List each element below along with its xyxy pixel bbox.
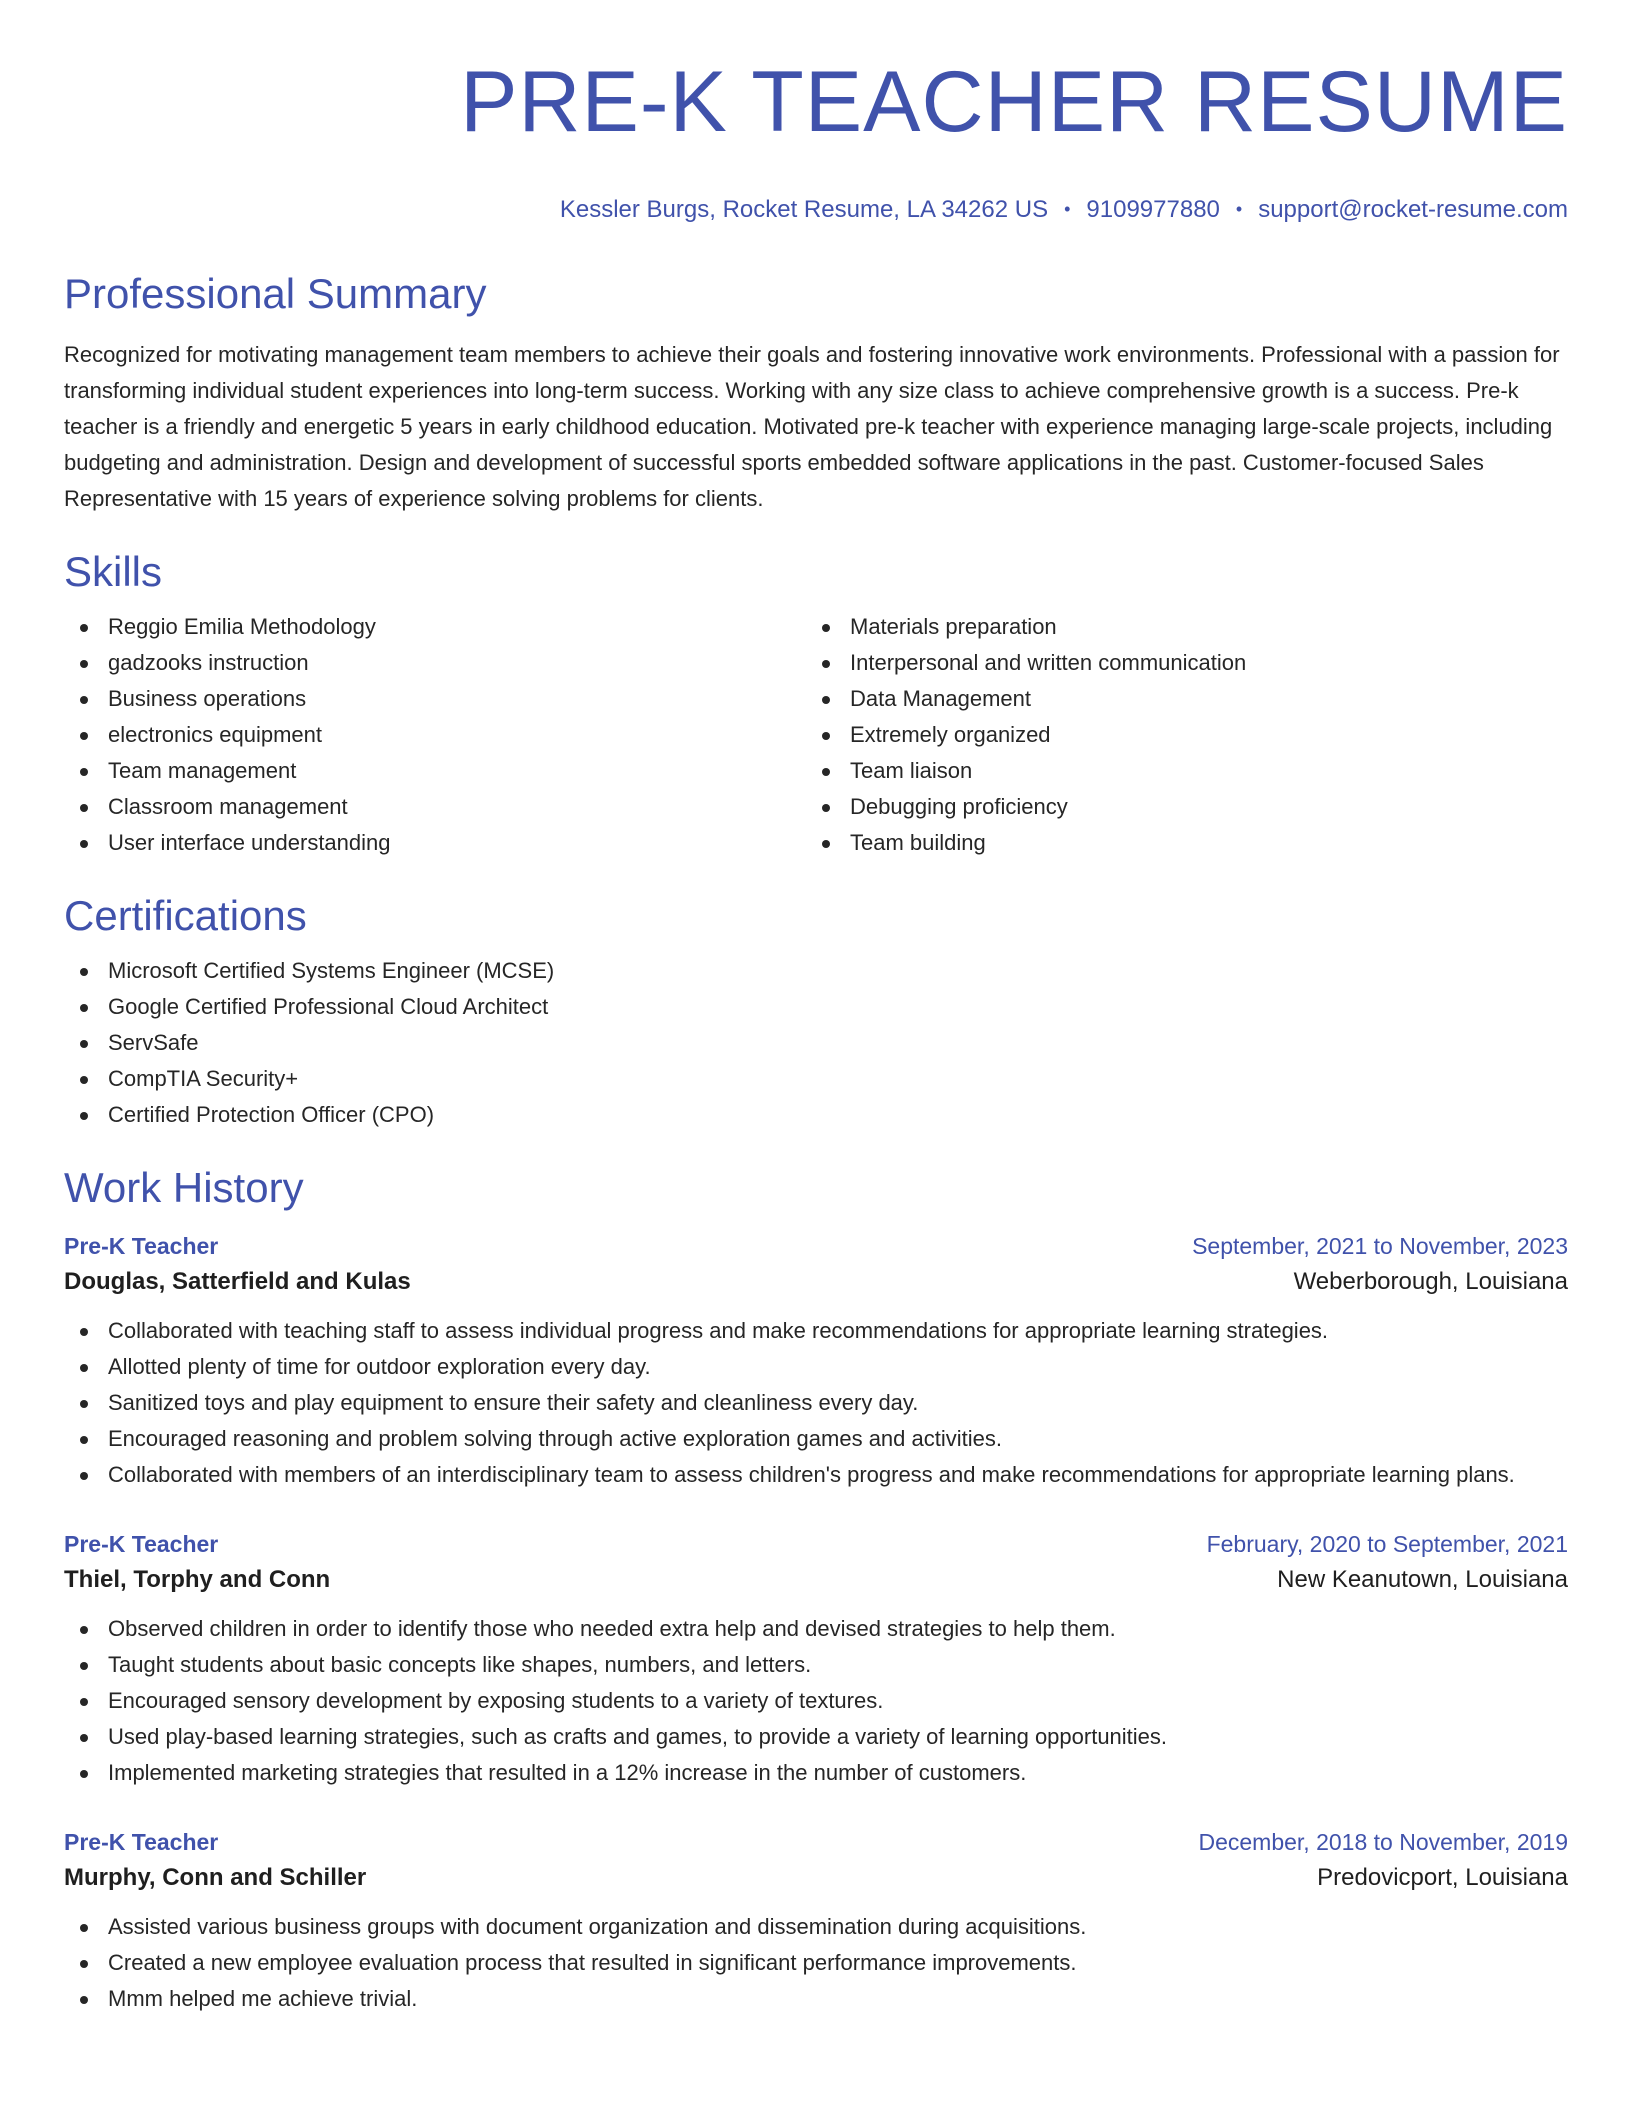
job-subheader xyxy=(64,1561,1568,1599)
job-company: Douglas, Satterfield and Kulas xyxy=(64,1268,411,1295)
job-location: Predovicport, Louisiana xyxy=(1317,1864,1568,1891)
resume-title: PRE-K TEACHER RESUME xyxy=(460,54,1568,150)
skill-item: Data Management xyxy=(806,681,1548,717)
contact-separator: • xyxy=(1235,199,1243,219)
skill-item: Classroom management xyxy=(64,789,806,825)
summary-text: Recognized for motivating management team members to achieve their goals and fostering innovative work environments. Professional with a passion for transforming individual student experiences into long-term success. Working with any size class to achieve comprehensive growth is a success. Pre-k teacher is a friendly and energetic 5 years in early childhood education. Motivated pre-k teacher with experience managing large-scale projects, including budgeting and administration. Design and development of successful sports embedded software applications in the past. Customer-focused Sales Representative with 15 years of experience solving problems for clients. xyxy=(64,342,1560,511)
job-bullet: Observed children in order to identify those who needed extra help and devised strategies to help them. xyxy=(64,1611,1568,1647)
skill-item: Team liaison xyxy=(806,753,1548,789)
summary-heading: Professional Summary xyxy=(64,270,487,317)
resume-page xyxy=(64,0,1568,2112)
certification-item: ServSafe xyxy=(64,1025,1568,1061)
certifications-list xyxy=(64,953,1568,1133)
skill-item: Materials preparation xyxy=(806,609,1548,645)
skill-item: Team management xyxy=(64,753,806,789)
skill-item: Interpersonal and written communication xyxy=(806,645,1548,681)
skills-list-left xyxy=(64,609,806,861)
contact-address: Kessler Burgs, Rocket Resume, LA 34262 US xyxy=(559,196,1049,223)
job-bullet: Collaborated with teaching staff to assess individual progress and make recommendations for appropriate learning strategies. xyxy=(64,1313,1568,1349)
certification-item: CompTIA Security+ xyxy=(64,1061,1568,1097)
job-role: Pre-K Teacher xyxy=(64,1829,219,1855)
job-bullet: Collaborated with members of an interdisciplinary team to assess children's progress and make recommendations for appropriate learning plans. xyxy=(64,1457,1568,1493)
certifications-heading: Certifications xyxy=(64,892,307,939)
contact-line xyxy=(64,194,1568,225)
certification-item: Google Certified Professional Cloud Architect xyxy=(64,989,1568,1025)
certification-item: Certified Protection Officer (CPO) xyxy=(64,1097,1568,1133)
job-dates: September, 2021 to November, 2023 xyxy=(1192,1233,1568,1259)
job-bullet: Taught students about basic concepts like shapes, numbers, and letters. xyxy=(64,1647,1568,1683)
job-company: Thiel, Torphy and Conn xyxy=(64,1566,331,1593)
skills-list-right xyxy=(806,609,1548,861)
skill-item: gadzooks instruction xyxy=(64,645,806,681)
job-entry xyxy=(64,1825,1568,2017)
contact-separator: • xyxy=(1064,199,1071,219)
job-entry xyxy=(64,1527,1568,1791)
contact-email: support@rocket-resume.com xyxy=(1258,196,1568,223)
job-location: New Keanutown, Louisiana xyxy=(1277,1566,1568,1593)
skill-item: Extremely organized xyxy=(806,717,1548,753)
job-bullet: Encouraged sensory development by exposing students to a variety of textures. xyxy=(64,1683,1568,1719)
skills-heading: Skills xyxy=(64,548,163,595)
job-dates: February, 2020 to September, 2021 xyxy=(1206,1531,1568,1557)
skill-item: Business operations xyxy=(64,681,806,717)
skill-item: Team building xyxy=(806,825,1548,861)
job-bullets xyxy=(64,1313,1568,1493)
job-bullets xyxy=(64,1909,1568,2017)
job-bullet: Used play-based learning strategies, such as crafts and games, to provide a variety of learning opportunities. xyxy=(64,1719,1568,1755)
job-entry xyxy=(64,1229,1568,1493)
job-bullet: Encouraged reasoning and problem solving through active exploration games and activities. xyxy=(64,1421,1568,1457)
job-subheader xyxy=(64,1859,1568,1897)
job-bullets xyxy=(64,1611,1568,1791)
job-header xyxy=(64,1229,1568,1263)
skill-item: User interface understanding xyxy=(64,825,806,861)
job-company: Murphy, Conn and Schiller xyxy=(64,1864,367,1891)
work-history-heading: Work History xyxy=(64,1164,304,1211)
skill-item: Reggio Emilia Methodology xyxy=(64,609,806,645)
job-subheader xyxy=(64,1263,1568,1301)
job-bullet: Assisted various business groups with document organization and dissemination during acquisitions. xyxy=(64,1909,1568,1945)
certification-item: Microsoft Certified Systems Engineer (MCSE) xyxy=(64,953,1568,989)
contact-phone: 9109977880 xyxy=(1086,196,1220,223)
job-bullet: Sanitized toys and play equipment to ensure their safety and cleanliness every day. xyxy=(64,1385,1568,1421)
job-role: Pre-K Teacher xyxy=(64,1233,219,1259)
job-header xyxy=(64,1527,1568,1561)
job-bullet: Created a new employee evaluation process that resulted in significant performance improvements. xyxy=(64,1945,1568,1981)
skills-grid xyxy=(64,609,1568,861)
job-header xyxy=(64,1825,1568,1859)
job-bullet: Mmm helped me achieve trivial. xyxy=(64,1981,1568,2017)
job-dates: December, 2018 to November, 2019 xyxy=(1198,1829,1568,1855)
skill-item: Debugging proficiency xyxy=(806,789,1548,825)
job-bullet: Implemented marketing strategies that resulted in a 12% increase in the number of customers. xyxy=(64,1755,1568,1791)
job-location: Weberborough, Louisiana xyxy=(1293,1268,1568,1295)
skill-item: electronics equipment xyxy=(64,717,806,753)
job-bullet: Allotted plenty of time for outdoor exploration every day. xyxy=(64,1349,1568,1385)
job-role: Pre-K Teacher xyxy=(64,1531,219,1557)
